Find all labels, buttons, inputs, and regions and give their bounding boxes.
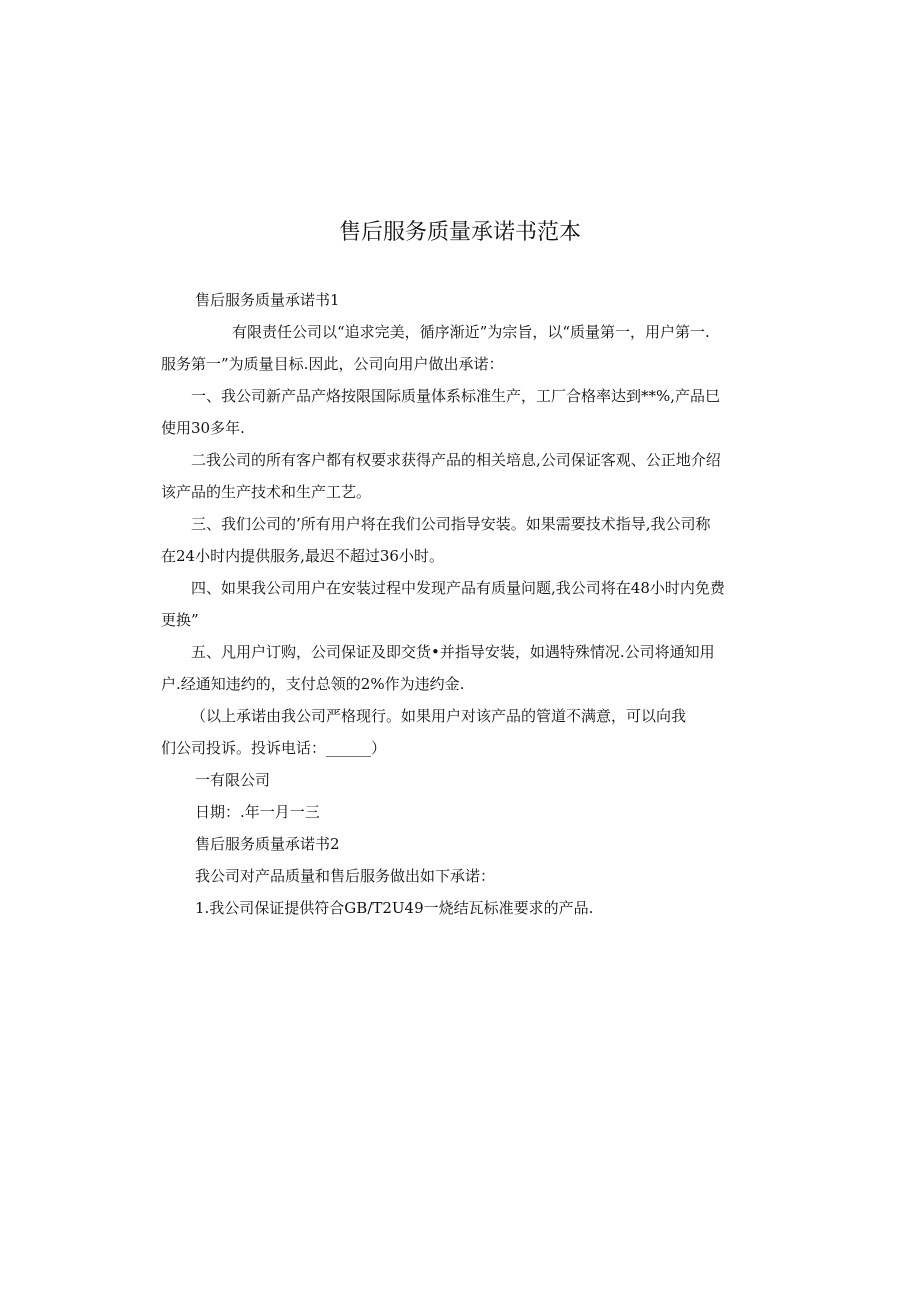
document-body xyxy=(161,284,761,924)
paragraph-line: 三、我们公司的’所有用户将在我们公司指导安装。如果需要技术指导,我公司称 xyxy=(191,515,711,533)
paragraph-line: 有限责任公司以“追求完美，循序渐近”为宗旨，以“质量第一，用户第一. xyxy=(232,323,710,341)
paragraph-line: 在24小时内提供服务,最迟不超过36小时。 xyxy=(161,547,444,565)
paragraph-line: 二我公司的所有客户都有权要求获得产品的相关培息,公司保证客观、公正地介绍 xyxy=(191,451,721,469)
paragraph-line: 一、我公司新产品产烙按限国际质量体系标准生产，工厂合格率达到**%,产品巳 xyxy=(191,387,721,405)
paragraph-line: 户.经通知违约的，支付总领的2%作为违约金. xyxy=(161,675,465,693)
paragraph-line: 们公司投诉。投诉电话：______） xyxy=(161,739,387,757)
section-heading-2: 售后服务质量承诺书2 xyxy=(195,835,340,853)
paragraph-line: 四、如果我公司用户在安装过程中发现产品有质量问题,我公司将在48小时内免费 xyxy=(191,579,725,597)
document-title: 售后服务质量承诺书范本 xyxy=(338,220,581,245)
date-line: 日期：.年一月一三 xyxy=(195,803,320,821)
paragraph-line: 五、凡用户订购，公司保证及即交货•并指导安装，如遇特殊情况.公司将通知用 xyxy=(191,643,715,661)
paragraph-line: 更换” xyxy=(161,611,199,629)
paragraph-line: 使用30多年. xyxy=(161,419,245,437)
paragraph-line: （以上承诺由我公司严格现行。如果用户对该产品的管道不满意，可以向我 xyxy=(191,707,687,725)
paragraph-line: 服务第一”为质量目标.因此，公司向用户做出承诺： xyxy=(161,355,504,373)
company-signature-line: 一有限公司 xyxy=(195,771,271,789)
paragraph-line: 我公司对产品质量和售后服务做出如下承诺： xyxy=(195,867,496,885)
paragraph-line: 1.我公司保证提供符合GB/T2U49一烧结瓦标准要求的产品. xyxy=(195,899,594,917)
paragraph-line: 该产品的生产技术和生产工艺。 xyxy=(161,483,372,501)
section-heading-1: 售后服务质量承诺书1 xyxy=(195,291,340,309)
